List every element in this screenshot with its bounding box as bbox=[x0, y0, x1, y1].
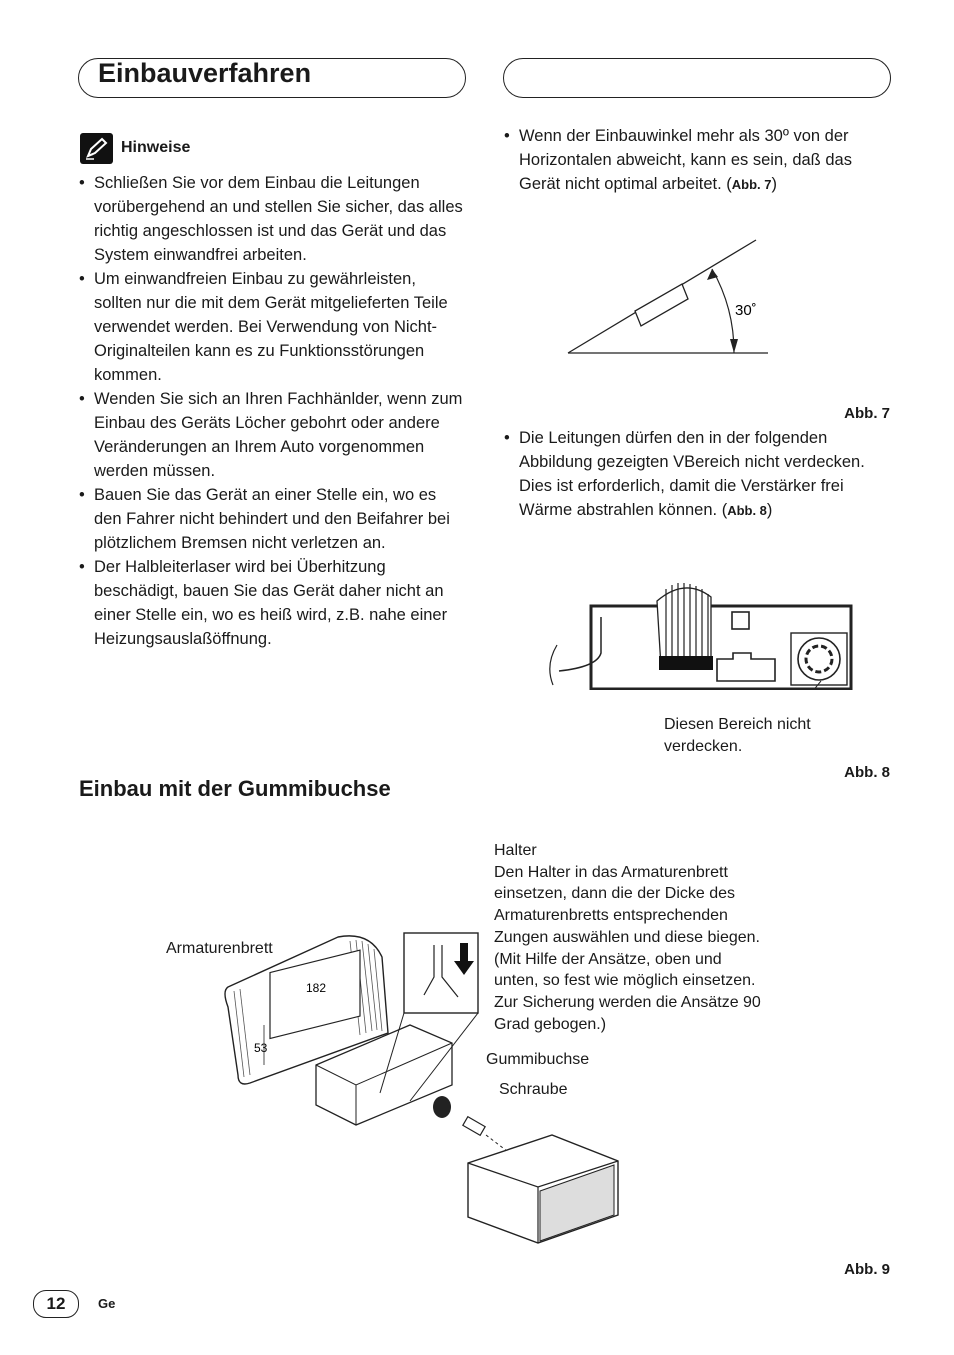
text-line: Halter bbox=[494, 842, 537, 859]
angle-note bbox=[504, 124, 889, 197]
text-line: Den Halter in das Armaturenbrett bbox=[494, 863, 728, 881]
figure-8-label: Abb. 8 bbox=[844, 764, 890, 781]
armaturenbrett-label: Armaturenbrett bbox=[166, 940, 273, 957]
text-line: unten, so fest wie möglich einsetzen. bbox=[494, 972, 756, 990]
wiring-note-text: Die Leitungen dürfen den in der folgenden Abbildung gezeigten VBereich nicht verdecken. Dies ist erforderlich, damit die Verstärker frei Wärme abstrahlen können. ( bbox=[519, 429, 865, 519]
bracket-close: ) bbox=[766, 501, 773, 519]
angle-note-text: Wenn der Einbauwinkel mehr als 30º von der Horizontalen abweicht, kann es sein, daß das Gerät nicht optimal arbeitet. ( bbox=[519, 127, 852, 193]
figure-ref: Abb. 8 bbox=[727, 503, 767, 518]
text-line: (Mit Hilfe der Ansätze, oben und bbox=[494, 950, 722, 968]
wiring-note bbox=[504, 426, 889, 523]
section-heading: Einbau mit der Gummibuchse bbox=[79, 776, 391, 801]
schraube-label: Schraube bbox=[499, 1081, 568, 1098]
text-line: Zungen auswählen und diese biegen. bbox=[494, 928, 760, 946]
list-item bbox=[504, 124, 889, 197]
list-item: • Um einwandfreien Einbau zu gewährleisten, sollten nur die mit dem Gerät mitgelieferten Teile verwendet werden. Bei Verwendung von Nicht-Originalteilen kann es zu Funktionsstörungen kommen. bbox=[79, 267, 465, 387]
figure-8-caption bbox=[664, 714, 811, 757]
language-code: Ge bbox=[98, 1296, 116, 1311]
list-item: • Schließen Sie vor dem Einbau die Leitungen vorübergehend an und stellen Sie sicher, das alles richtig angeschlossen ist und das Gerät und das System einwandfrei arbeiten. bbox=[79, 171, 465, 267]
figure-9-label: Abb. 9 bbox=[844, 1261, 890, 1278]
pencil-note-icon bbox=[80, 133, 113, 164]
text-line: Zur Sicherung werden die Ansätze 90 bbox=[494, 993, 761, 1011]
text-line: Grad gebogen.) bbox=[494, 1015, 607, 1033]
list-item: • Der Halbleiterlaser wird bei Überhitzung beschädigt, bauen Sie das Gerät daher nicht an einer Stelle ein, wo es heiß wird, z.B. nahe einer Heizungsauslaßöffnung. bbox=[79, 555, 465, 651]
figure-8-rear-panel-diagram bbox=[545, 575, 857, 690]
list-item bbox=[504, 426, 889, 523]
text-line: Armaturenbretts entsprechenden bbox=[494, 907, 728, 925]
page-number: 12 bbox=[33, 1290, 79, 1318]
figure-7-label: Abb. 7 bbox=[844, 405, 890, 422]
page-title: Einbauverfahren bbox=[98, 58, 312, 88]
list-item: • Wenden Sie sich an Ihren Fachhänlder, wenn zum Einbau des Geräts Löcher gebohrt oder andere Veränderungen an Ihrem Auto vorgenommen werden müssen. bbox=[79, 387, 465, 483]
caption-line: verdecken. bbox=[664, 737, 743, 755]
text-line: einsetzen, dann die der Dicke des bbox=[494, 885, 736, 903]
dimension-53: 53 bbox=[254, 1041, 268, 1055]
caption-line: Diesen Bereich nicht bbox=[664, 716, 811, 733]
angle-label: 30˚ bbox=[735, 302, 757, 319]
figure-9-installation-diagram bbox=[220, 925, 630, 1245]
dimension-182: 182 bbox=[306, 981, 327, 995]
gummibuchse-label: Gummibuchse bbox=[486, 1051, 590, 1068]
notes-heading: Hinweise bbox=[121, 139, 191, 156]
list-item: • Bauen Sie das Gerät an einer Stelle ein, wo es den Fahrer nicht behindert und den Beifahrer bei plötzlichem Bremsen nicht verletzen an. bbox=[79, 483, 465, 555]
figure-ref: Abb. 7 bbox=[731, 177, 772, 192]
bracket-close: ) bbox=[771, 175, 777, 193]
empty-title-frame bbox=[503, 58, 891, 98]
notes-list bbox=[79, 171, 465, 651]
figure-7-angle-diagram bbox=[560, 235, 780, 360]
